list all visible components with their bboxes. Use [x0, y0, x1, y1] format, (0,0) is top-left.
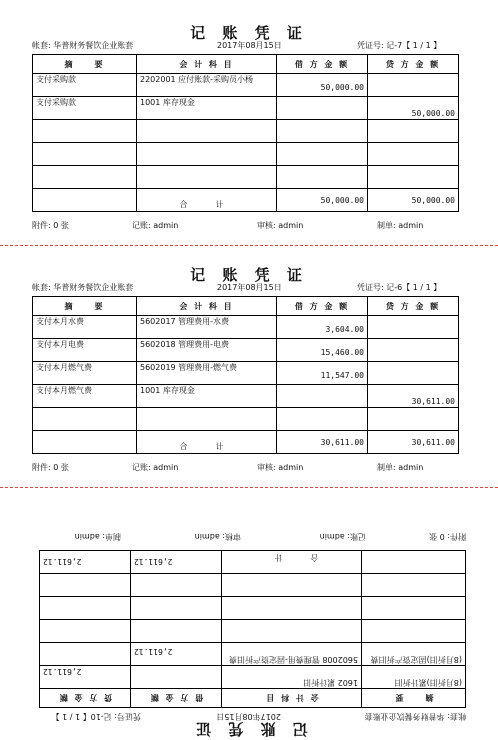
entry-summary — [33, 408, 137, 431]
total-blank — [362, 551, 466, 574]
entry-summary — [33, 166, 137, 189]
table-row — [40, 666, 466, 689]
voucher-header — [32, 282, 462, 296]
entry-debit: 15,460.00 — [277, 339, 368, 362]
table-row — [33, 339, 459, 362]
voucher-number: 凭证号: 记-7【 1 / 1 】 — [357, 41, 442, 50]
entry-credit: 2,611.12 — [40, 666, 131, 689]
table-header-row — [33, 297, 459, 316]
total-debit: 50,000.00 — [277, 189, 368, 212]
entry-account: 1001 库存现金 — [137, 385, 277, 408]
voucher-header — [32, 40, 462, 54]
cut-line — [0, 487, 498, 488]
voucher-date: 2017年08月15日 — [217, 283, 282, 292]
voucher-table — [32, 296, 459, 454]
voucher-table — [32, 54, 459, 212]
table-row — [40, 597, 466, 620]
entry-debit — [277, 385, 368, 408]
entry-credit — [368, 74, 459, 97]
entry-credit: 30,611.00 — [368, 385, 459, 408]
total-label: 合 计 — [137, 431, 277, 454]
table-row — [33, 362, 459, 385]
entry-debit — [277, 97, 368, 120]
entry-debit — [277, 408, 368, 431]
entry-debit — [131, 597, 222, 620]
entry-account: 5602008 管理费用-固定资产折旧费 — [222, 643, 362, 666]
entry-account — [137, 166, 277, 189]
account-book: 帐套: 华普财务餐饮企业账套 — [32, 283, 134, 292]
column-header-credit: 贷 方 金 额 — [368, 297, 459, 316]
column-header-account: 会 计 科 目 — [137, 55, 277, 74]
entry-credit — [368, 362, 459, 385]
entry-account — [137, 408, 277, 431]
column-header-debit: 借 方 金 额 — [131, 689, 222, 708]
maker: 制单: admin — [377, 221, 424, 230]
voucher-number: 凭证号: 记-6【 1 / 1 】 — [357, 283, 442, 292]
bookkeeper: 记账: admin — [319, 532, 366, 541]
entry-debit — [131, 574, 222, 597]
total-blank — [33, 189, 137, 212]
entry-debit: 11,547.00 — [277, 362, 368, 385]
entry-summary — [33, 120, 137, 143]
account-book: 帐套: 华普财务餐饮企业账套 — [32, 41, 134, 50]
total-row — [40, 551, 466, 574]
voucher-footer — [32, 462, 462, 474]
entry-summary: 支付本月燃气费 — [33, 385, 137, 408]
attachments: 附件: 0 张 — [32, 463, 69, 472]
table-row — [33, 316, 459, 339]
entry-summary: (8月折旧)累计折旧 — [362, 666, 466, 689]
entry-summary: 支付采购款 — [33, 97, 137, 120]
table-row — [40, 574, 466, 597]
voucher-header — [36, 708, 466, 722]
total-label: 合 计 — [137, 189, 277, 212]
entry-debit — [277, 143, 368, 166]
column-header-debit: 借 方 金 额 — [277, 55, 368, 74]
table-row — [33, 74, 459, 97]
column-header-account: 会 计 科 目 — [222, 689, 362, 708]
entry-summary — [33, 143, 137, 166]
entry-account: 5602019 管理费用-燃气费 — [137, 362, 277, 385]
column-header-summary: 摘 要 — [33, 297, 137, 316]
table-row — [33, 143, 459, 166]
entry-summary: 支付本月燃气费 — [33, 362, 137, 385]
table-row — [33, 120, 459, 143]
maker: 制单: admin — [74, 532, 121, 541]
voucher-footer — [32, 220, 462, 232]
auditor: 审核: admin — [194, 532, 241, 541]
attachments: 附件: 0 张 — [32, 221, 69, 230]
entry-credit — [368, 143, 459, 166]
table-row — [40, 643, 466, 666]
entry-summary: 支付采购款 — [33, 74, 137, 97]
entry-summary: 支付本月电费 — [33, 339, 137, 362]
total-credit: 50,000.00 — [368, 189, 459, 212]
account-book: 帐套: 华普财务餐饮企业账套 — [364, 712, 466, 721]
entry-debit — [131, 620, 222, 643]
voucher-3-upside-down — [0, 500, 498, 740]
entry-credit — [40, 597, 131, 620]
bookkeeper: 记账: admin — [132, 463, 179, 472]
auditor: 审核: admin — [257, 221, 304, 230]
entry-account — [137, 143, 277, 166]
table-row — [33, 97, 459, 120]
total-blank — [33, 431, 137, 454]
voucher-number: 凭证号: 记-10【 1 / 1 】 — [51, 712, 141, 721]
entry-debit — [277, 120, 368, 143]
entry-credit — [368, 166, 459, 189]
table-row — [33, 385, 459, 408]
entry-debit: 2,611.12 — [131, 643, 222, 666]
entry-account: 2202001 应付账款-采购员小杨 — [137, 74, 277, 97]
entry-account: 5602017 管理费用-水费 — [137, 316, 277, 339]
bookkeeper: 记账: admin — [132, 221, 179, 230]
entry-summary — [362, 574, 466, 597]
entry-credit — [368, 120, 459, 143]
table-row — [40, 620, 466, 643]
voucher-title: 记 账 凭 证 — [190, 720, 308, 738]
entry-credit — [40, 574, 131, 597]
auditor: 审核: admin — [257, 463, 304, 472]
total-credit: 2,611.12 — [40, 551, 131, 574]
entry-account: 5602018 管理费用-电费 — [137, 339, 277, 362]
entry-credit — [40, 620, 131, 643]
entry-credit — [40, 643, 131, 666]
column-header-summary: 摘 要 — [33, 55, 137, 74]
column-header-debit: 借 方 金 额 — [277, 297, 368, 316]
voucher-1 — [0, 22, 498, 262]
total-debit: 2,611.12 — [131, 551, 222, 574]
voucher-date: 2017年08月15日 — [217, 41, 282, 50]
entry-credit — [368, 408, 459, 431]
maker: 制单: admin — [377, 463, 424, 472]
column-header-summary: 摘 要 — [362, 689, 466, 708]
entry-summary: (8月折旧)固定资产折旧费 — [362, 643, 466, 666]
voucher-2 — [0, 264, 498, 504]
entry-summary: 支付本月水费 — [33, 316, 137, 339]
entry-account: 1001 库存现金 — [137, 97, 277, 120]
entry-account — [222, 574, 362, 597]
table-row — [33, 408, 459, 431]
voucher-table — [39, 550, 466, 708]
voucher-date: 2017年08月15日 — [216, 712, 281, 721]
entry-account: 1602 累计折旧 — [222, 666, 362, 689]
total-debit: 30,611.00 — [277, 431, 368, 454]
voucher-footer — [36, 530, 466, 542]
entry-credit — [368, 339, 459, 362]
entry-credit: 50,000.00 — [368, 97, 459, 120]
entry-debit — [277, 166, 368, 189]
entry-debit: 3,604.00 — [277, 316, 368, 339]
entry-account — [137, 120, 277, 143]
entry-credit — [368, 316, 459, 339]
column-header-credit: 贷 方 金 额 — [368, 55, 459, 74]
entry-account — [222, 597, 362, 620]
entry-summary — [362, 597, 466, 620]
total-row — [33, 189, 459, 212]
total-label: 合 计 — [222, 551, 362, 574]
cut-line — [0, 245, 498, 246]
total-credit: 30,611.00 — [368, 431, 459, 454]
table-header-row — [40, 689, 466, 708]
voucher-title: 记 账 凭 证 — [190, 24, 308, 42]
attachments: 附件: 0 张 — [429, 532, 466, 541]
entry-account — [222, 620, 362, 643]
entry-summary — [362, 620, 466, 643]
table-row — [33, 166, 459, 189]
voucher-title: 记 账 凭 证 — [190, 266, 308, 284]
column-header-account: 会 计 科 目 — [137, 297, 277, 316]
total-row — [33, 431, 459, 454]
table-header-row — [33, 55, 459, 74]
column-header-credit: 贷 方 金 额 — [40, 689, 131, 708]
entry-debit — [131, 666, 222, 689]
entry-debit: 50,000.00 — [277, 74, 368, 97]
